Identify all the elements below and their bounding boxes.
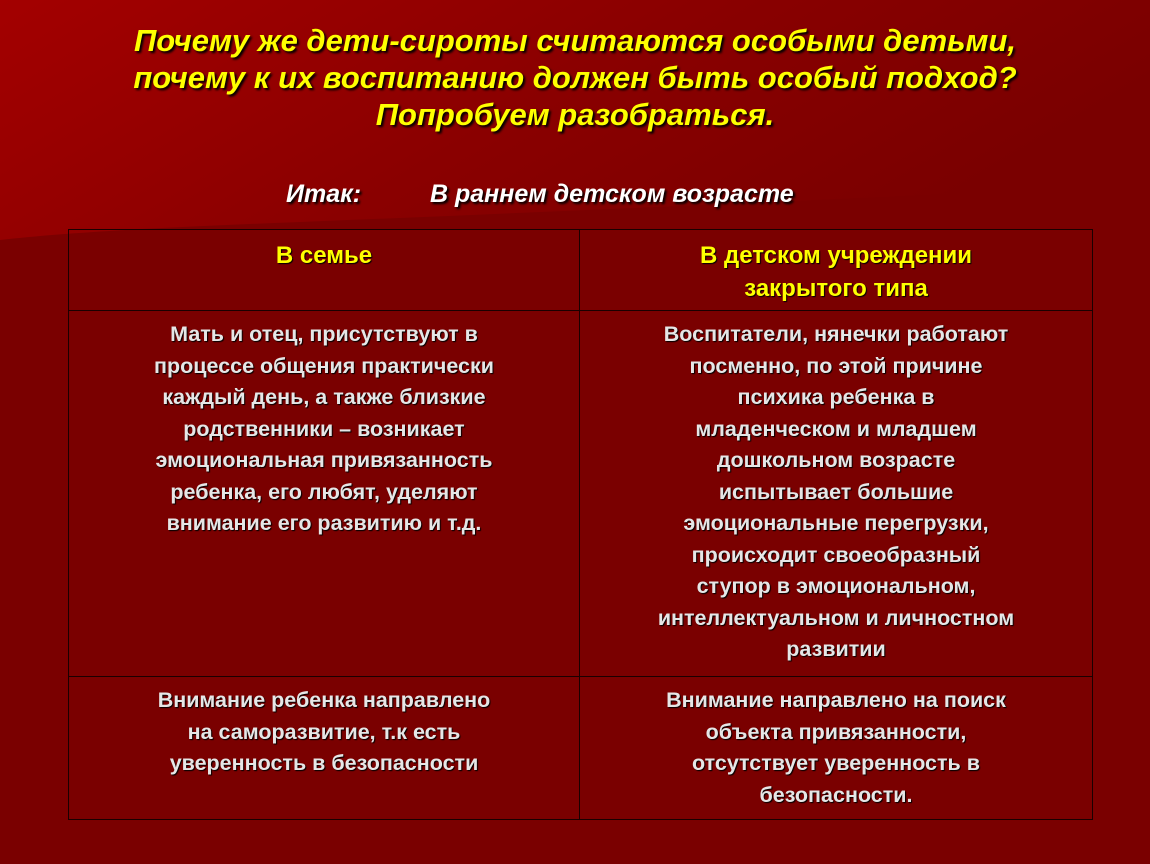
- header-family-label: В семье: [275, 242, 373, 269]
- cell-line: ребенка, его любят, уделяют: [170, 479, 478, 504]
- title-line-1: Почему же дети-сироты считаются особыми детьми,: [133, 23, 1017, 58]
- cell-institution-communication: [580, 311, 1093, 677]
- cell-line: Внимание ребенка направлено: [157, 688, 491, 712]
- cell-line: процессе общения практически: [154, 353, 494, 378]
- header-institution: [580, 230, 1093, 311]
- cell-line: безопасности.: [759, 782, 913, 807]
- cell-line: на саморазвитие, т.к есть: [187, 719, 461, 744]
- cell-line: интеллектуальном и личностном: [657, 605, 1015, 630]
- cell-line: Мать и отец, присутствуют в: [170, 322, 478, 346]
- cell-line: родственники – возникает: [183, 416, 465, 441]
- cell-line: Внимание направлено на поиск: [666, 688, 1006, 712]
- header-family: [69, 230, 580, 311]
- cell-line: каждый день, а также близкие: [162, 385, 486, 409]
- subtitle-text: В раннем детском возрасте: [430, 180, 794, 208]
- cell-line: эмоциональные перегрузки,: [683, 511, 989, 535]
- cell-line: посменно, по этой причине: [689, 353, 983, 378]
- cell-line: ступор в эмоциональном,: [696, 574, 976, 598]
- cell-line: дошкольном возрасте: [716, 448, 956, 472]
- header-institution-line: В детском учреждении: [699, 242, 973, 269]
- table-header-row: [69, 230, 1093, 311]
- slide-title: [40, 22, 1110, 133]
- cell-line: внимание его развитию и т.д.: [166, 511, 482, 535]
- cell-line: психика ребенка в: [737, 385, 935, 409]
- header-institution-line: закрытого типа: [744, 275, 928, 302]
- cell-line: развитии: [786, 637, 886, 661]
- cell-family-attention: [69, 677, 580, 820]
- cell-line: эмоциональная привязанность: [155, 448, 493, 472]
- cell-line: отсутствует уверенность в: [692, 751, 980, 775]
- title-line-3: Попробуем разобраться.: [375, 97, 775, 132]
- slide-subtitle: [0, 176, 1150, 212]
- subtitle-lead: Итак:: [286, 180, 362, 208]
- cell-line: испытывает большие: [718, 479, 954, 504]
- cell-family-communication: [69, 311, 580, 677]
- cell-line: происходит своеобразный: [691, 542, 981, 567]
- title-line-2: почему к их воспитанию должен быть особый подход?: [133, 60, 1017, 95]
- cell-line: Воспитатели, нянечки работают: [663, 322, 1009, 346]
- cell-line: объекта привязанности,: [705, 719, 967, 744]
- table-row: [69, 677, 1093, 820]
- comparison-table: [68, 229, 1093, 820]
- table-row: [69, 311, 1093, 677]
- cell-line: уверенность в безопасности: [169, 751, 479, 775]
- cell-institution-attention: [580, 677, 1093, 820]
- cell-line: младенческом и младшем: [695, 416, 977, 441]
